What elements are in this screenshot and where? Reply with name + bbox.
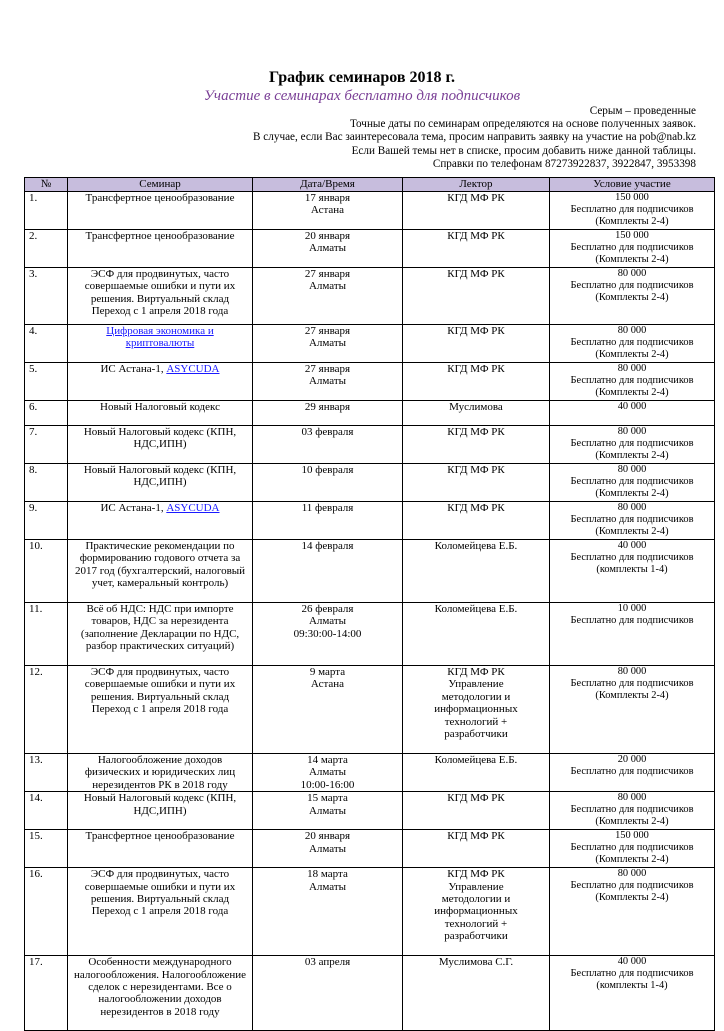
lecturer-cell: КГД МФ РК: [403, 325, 550, 363]
lecturer-cell: КГД МФ РК: [403, 268, 550, 325]
table-body: [25, 192, 715, 1031]
column-header-lecturer: Лектор: [403, 178, 550, 192]
row-number: 12.: [25, 666, 68, 754]
seminar-cell: Особенности международного налогообложения. Налогообложение сделок с нерезидентами. Все о налогообложении доходов нерезидентов в 2018 году: [68, 956, 253, 1031]
table-header-row: [25, 178, 715, 192]
row-number: 2.: [25, 230, 68, 268]
seminar-text: ИС Астана-1,: [100, 363, 167, 375]
condition-cell: 10 000 Бесплатно для подписчиков: [550, 603, 715, 666]
table-row: [25, 540, 715, 603]
date-cell: 11 февраля: [253, 502, 403, 540]
lecturer-cell: Коломейцева Е.Б.: [403, 754, 550, 792]
date-cell: 20 января Алматы: [253, 830, 403, 868]
page-title: График семинаров 2018 г.: [269, 69, 455, 86]
condition-cell: 40 000 Бесплатно для подписчиков (комплекты 1-4): [550, 540, 715, 603]
column-header-seminar: Семинар: [68, 178, 253, 192]
lecturer-cell: КГД МФ РК: [403, 502, 550, 540]
seminar-cell: ЭСФ для продвинутых, часто совершаемые ошибки и пути их решения. Виртуальный склад Переход с 1 апреля 2018 года: [68, 268, 253, 325]
seminar-cell: Трансфертное ценообразование: [68, 230, 253, 268]
seminar-cell: Новый Налоговый кодекс (КПН, НДС,ИПН): [68, 464, 253, 502]
date-cell: 27 января Алматы: [253, 268, 403, 325]
row-number: 17.: [25, 956, 68, 1031]
row-number: 3.: [25, 268, 68, 325]
row-number: 15.: [25, 830, 68, 868]
row-number: 9.: [25, 502, 68, 540]
date-cell: 18 марта Алматы: [253, 868, 403, 956]
table-row: [25, 363, 715, 401]
condition-cell: 150 000 Бесплатно для подписчиков (Комплекты 2-4): [550, 192, 715, 230]
row-number: 8.: [25, 464, 68, 502]
row-number: 13.: [25, 754, 68, 792]
table-row: [25, 502, 715, 540]
lecturer-cell: Коломейцева Е.Б.: [403, 603, 550, 666]
lecturer-cell: КГД МФ РК: [403, 192, 550, 230]
row-number: 11.: [25, 603, 68, 666]
row-number: 10.: [25, 540, 68, 603]
condition-cell: 80 000 Бесплатно для подписчиков (Комплекты 2-4): [550, 666, 715, 754]
lecturer-cell: КГД МФ РК: [403, 464, 550, 502]
seminar-link[interactable]: ASYCUDA: [166, 502, 220, 514]
lecturer-cell: КГД МФ РК: [403, 230, 550, 268]
lecturer-cell: КГД МФ РК Управление методологии и информационных технологий + разработчики: [403, 666, 550, 754]
note-line: Серым – проведенные: [589, 105, 696, 117]
table-row: [25, 868, 715, 956]
table-row: [25, 325, 715, 363]
condition-cell: 80 000 Бесплатно для подписчиков (Комплекты 2-4): [550, 868, 715, 956]
row-number: 14.: [25, 792, 68, 830]
table-row: [25, 426, 715, 464]
condition-cell: 150 000 Бесплатно для подписчиков (Комплекты 2-4): [550, 230, 715, 268]
notes-block: [253, 105, 696, 171]
seminar-cell: Всё об НДС: НДС при импорте товаров, НДС за нерезидента (заполнение Декларации по НДС, разбор практических ситуаций): [68, 603, 253, 666]
date-cell: 20 января Алматы: [253, 230, 403, 268]
date-cell: 9 марта Астана: [253, 666, 403, 754]
table-row: [25, 792, 715, 830]
seminar-cell: [68, 363, 253, 401]
table-row: [25, 603, 715, 666]
table-row: [25, 464, 715, 502]
row-number: 4.: [25, 325, 68, 363]
condition-cell: 40 000 Бесплатно для подписчиков (комплекты 1-4): [550, 956, 715, 1031]
condition-cell: 80 000 Бесплатно для подписчиков (Комплекты 2-4): [550, 363, 715, 401]
date-cell: 29 января: [253, 401, 403, 426]
lecturer-cell: КГД МФ РК: [403, 830, 550, 868]
condition-cell: 80 000 Бесплатно для подписчиков (Комплекты 2-4): [550, 792, 715, 830]
date-cell: 27 января Алматы: [253, 363, 403, 401]
condition-cell: 80 000 Бесплатно для подписчиков (Комплекты 2-4): [550, 426, 715, 464]
condition-cell: 150 000 Бесплатно для подписчиков (Комплекты 2-4): [550, 830, 715, 868]
lecturer-cell: Муслимова С.Г.: [403, 956, 550, 1031]
seminar-link[interactable]: Цифровая экономика и криптовалюты: [106, 325, 214, 350]
row-number: 7.: [25, 426, 68, 464]
note-line: Если Вашей темы нет в списке, просим добавить ниже данной таблицы.: [351, 144, 696, 157]
seminar-cell: [68, 325, 253, 363]
lecturer-cell: Коломейцева Е.Б.: [403, 540, 550, 603]
lecturer-cell: КГД МФ РК: [403, 792, 550, 830]
seminar-cell: Новый Налоговый кодекс: [68, 401, 253, 426]
lecturer-cell: Муслимова: [403, 401, 550, 426]
date-cell: 15 марта Алматы: [253, 792, 403, 830]
date-cell: 27 января Алматы: [253, 325, 403, 363]
note-line: Точные даты по семинарам определяются на основе полученных заявок.: [350, 118, 696, 131]
table-row: [25, 192, 715, 230]
seminar-cell: Налогообложение доходов физических и юридических лиц нерезидентов РК в 2018 году: [68, 754, 253, 792]
date-cell: 17 января Астана: [253, 192, 403, 230]
table-row: [25, 666, 715, 754]
column-header-number: №: [25, 178, 68, 192]
condition-cell: 80 000 Бесплатно для подписчиков (Комплекты 2-4): [550, 502, 715, 540]
table-row: [25, 230, 715, 268]
row-number: 1.: [25, 192, 68, 230]
seminar-table: [24, 177, 715, 1031]
date-cell: 14 марта Алматы 10:00-16:00: [253, 754, 403, 792]
date-cell: 10 февраля: [253, 464, 403, 502]
seminar-text: ИС Астана-1,: [100, 502, 167, 514]
seminar-cell: [68, 502, 253, 540]
seminar-cell: Практические рекомендации по формированию годового отчета за 2017 год (бухгалтерский, налоговый учет, камеральный контроль): [68, 540, 253, 603]
table-row: [25, 401, 715, 426]
table-row: [25, 830, 715, 868]
seminar-cell: ЭСФ для продвинутых, часто совершаемые ошибки и пути их решения. Виртуальный склад Переход с 1 апреля 2018 года: [68, 868, 253, 956]
date-cell: 03 апреля: [253, 956, 403, 1031]
seminar-link[interactable]: ASYCUDA: [166, 363, 220, 375]
condition-cell: 20 000 Бесплатно для подписчиков: [550, 754, 715, 792]
date-cell: 14 февраля: [253, 540, 403, 603]
column-header-date: Дата/Время: [253, 178, 403, 192]
page-subtitle: Участие в семинарах бесплатно для подписчиков: [203, 88, 521, 104]
condition-cell: 80 000 Бесплатно для подписчиков (Комплекты 2-4): [550, 268, 715, 325]
date-cell: 26 февраля Алматы 09:30:00-14:00: [253, 603, 403, 666]
seminar-cell: ЭСФ для продвинутых, часто совершаемые ошибки и пути их решения. Виртуальный склад Переход с 1 апреля 2018 года: [68, 666, 253, 754]
table-row: [25, 268, 715, 325]
lecturer-cell: КГД МФ РК: [403, 426, 550, 464]
seminar-cell: Трансфертное ценообразование: [68, 830, 253, 868]
condition-cell: 40 000: [550, 401, 715, 426]
seminar-cell: Новый Налоговый кодекс (КПН, НДС,ИПН): [68, 792, 253, 830]
lecturer-cell: КГД МФ РК Управление методологии и информационных технологий + разработчики: [403, 868, 550, 956]
condition-cell: 80 000 Бесплатно для подписчиков (Комплекты 2-4): [550, 464, 715, 502]
seminar-cell: Новый Налоговый кодекс (КПН, НДС,ИПН): [68, 426, 253, 464]
seminar-cell: Трансфертное ценообразование: [68, 192, 253, 230]
row-number: 6.: [25, 401, 68, 426]
row-number: 5.: [25, 363, 68, 401]
column-header-condition: Условие участие: [550, 178, 715, 192]
table-row: [25, 956, 715, 1031]
row-number: 16.: [25, 868, 68, 956]
note-line: В случае, если Вас заинтересовала тема, просим направить заявку на участие на pob@nab.kz: [253, 131, 696, 144]
table-row: [25, 754, 715, 792]
lecturer-cell: КГД МФ РК: [403, 363, 550, 401]
date-cell: 03 февраля: [253, 426, 403, 464]
condition-cell: 80 000 Бесплатно для подписчиков (Комплекты 2-4): [550, 325, 715, 363]
note-line: Справки по телефонам 87273922837, 3922847, 3953398: [432, 157, 696, 170]
